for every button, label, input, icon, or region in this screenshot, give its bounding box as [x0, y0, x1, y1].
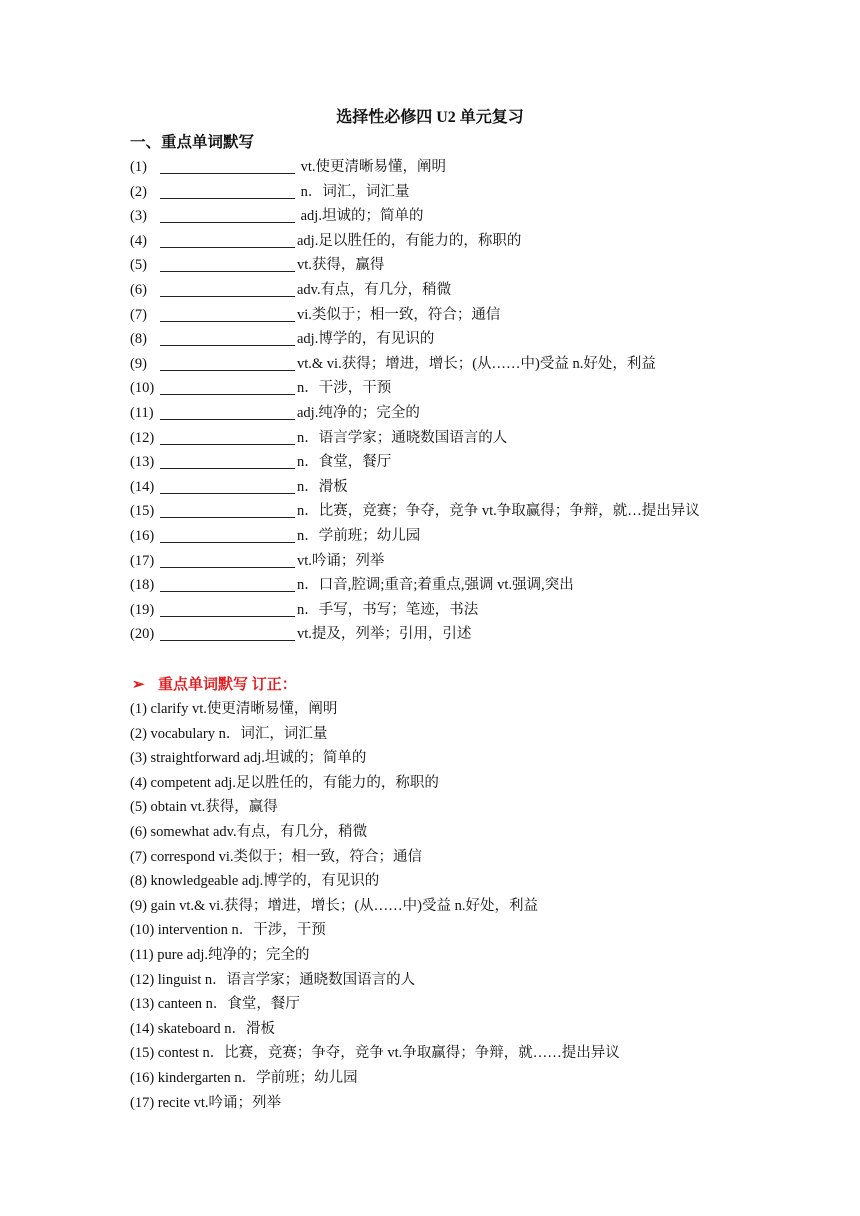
item-definition: n．手写，书写；笔迹，书法 [297, 601, 479, 618]
dictation-item [130, 450, 391, 474]
correction-item: (17) recite vt.吟诵；列举 [130, 1094, 282, 1111]
item-number: (4) [130, 232, 147, 249]
item-number: (18) [130, 577, 155, 594]
item-number: (9) [130, 355, 147, 372]
dictation-item [130, 327, 434, 351]
correction-item: (3) straightforward adj.坦诚的；简单的 [130, 750, 367, 767]
answer-blank[interactable] [160, 452, 295, 469]
item-definition: adv.有点，有几分，稍微 [297, 282, 452, 298]
correction-item: (14) skateboard n．滑板 [130, 1020, 275, 1037]
dictation-item [130, 278, 451, 302]
dictation-item [130, 426, 507, 450]
answer-blank[interactable] [160, 280, 295, 297]
item-number: (13) [130, 454, 155, 471]
item-number: (14) [130, 478, 155, 495]
answer-blank[interactable] [160, 157, 295, 174]
dictation-item [130, 376, 391, 400]
item-definition: adj.足以胜任的，有能力的，称职的 [297, 232, 522, 249]
answer-blank[interactable] [160, 526, 295, 543]
answer-blank[interactable] [160, 575, 295, 592]
dictation-item [130, 180, 409, 204]
correction-item: (9) gain vt.& vi.获得；增进，增长；(从……中)受益 n.好处，利益 [130, 897, 538, 914]
item-number: (17) [130, 552, 155, 569]
correction-item: (1) clarify vt.使更清晰易懂，阐明 [130, 701, 338, 717]
item-number: (3) [130, 208, 147, 225]
correction-heading [132, 673, 297, 697]
item-definition: n．比赛，竞赛；争夺，竞争 vt.争取赢得；争辩，就…提出异议 [297, 503, 700, 520]
item-definition: n．食堂，餐厅 [297, 454, 392, 471]
answer-blank[interactable] [160, 624, 295, 641]
arrow-bullet-icon: ➢ [132, 677, 145, 693]
correction-item: (12) linguist n．语言学家；通晓数国语言的人 [130, 971, 416, 988]
dictation-item [130, 253, 384, 277]
answer-blank[interactable] [160, 600, 295, 617]
correction-item: (4) competent adj.足以胜任的，有能力的，称职的 [130, 774, 439, 791]
dictation-item [130, 155, 446, 179]
item-definition: vt.获得，赢得 [297, 257, 385, 274]
correction-item: (8) knowledgeable adj.博学的，有见识的 [130, 873, 380, 890]
item-number: (11) [130, 405, 154, 421]
correction-item: (13) canteen n．食堂，餐厅 [130, 996, 300, 1013]
correction-item: (6) somewhat adv.有点，有几分，稍微 [130, 824, 368, 840]
correction-item: (16) kindergarten n．学前班；幼儿园 [130, 1070, 358, 1086]
item-definition: n．干涉，干预 [297, 380, 392, 397]
item-definition: vi.类似于；相一致，符合；通信 [297, 306, 501, 323]
item-definition: n．学前班；幼儿园 [297, 528, 421, 544]
correction-item: (5) obtain vt.获得，赢得 [130, 799, 278, 816]
dictation-item [130, 303, 500, 327]
item-number: (8) [130, 331, 147, 348]
correction-item: (2) vocabulary n．词汇，词汇量 [130, 725, 328, 742]
correction-heading-text: 重点单词默写 订正： [158, 677, 297, 693]
answer-blank[interactable] [160, 378, 295, 395]
answer-blank[interactable] [160, 305, 295, 322]
answer-blank[interactable] [160, 231, 295, 248]
dictation-item [130, 352, 656, 376]
item-definition: adj.博学的，有见识的 [297, 331, 435, 348]
answer-blank[interactable] [160, 354, 295, 371]
item-number: (20) [130, 626, 155, 643]
dictation-item [130, 499, 700, 523]
answer-blank[interactable] [160, 255, 295, 272]
dictation-item [130, 204, 423, 228]
dictation-item [130, 401, 420, 425]
item-definition: n．词汇，词汇量 [297, 183, 410, 200]
item-number: (2) [130, 183, 147, 200]
item-definition: n．语言学家；通晓数国语言的人 [297, 429, 508, 446]
correction-item: (10) intervention n．干涉，干预 [130, 922, 326, 939]
item-definition: adj.坦诚的；简单的 [297, 208, 424, 225]
item-number: (5) [130, 257, 147, 274]
correction-item: (15) contest n．比赛，竞赛；争夺，竞争 vt.争取赢得；争辩，就……提出异议 [130, 1045, 620, 1062]
item-definition: vt.提及，列举；引用，引述 [297, 626, 472, 643]
dictation-item [130, 524, 420, 548]
dictation-item [130, 573, 574, 597]
dictation-item [130, 598, 478, 622]
item-number: (10) [130, 380, 155, 397]
answer-blank[interactable] [160, 206, 295, 223]
dictation-item [130, 475, 348, 499]
answer-blank[interactable] [160, 551, 295, 568]
item-number: (1) [130, 159, 147, 175]
section-heading-vocabulary: 一、重点单词默写 [130, 134, 255, 151]
item-number: (19) [130, 601, 155, 618]
answer-blank[interactable] [160, 428, 295, 445]
item-definition: n．口音,腔调;重音;着重点,强调 vt.强调,突出 [297, 577, 574, 594]
item-number: (16) [130, 528, 155, 544]
dictation-item [130, 549, 384, 573]
dictation-item [130, 622, 471, 646]
item-definition: vt.使更清晰易懂，阐明 [297, 159, 447, 175]
answer-blank[interactable] [160, 329, 295, 346]
item-definition: vt.吟诵；列举 [297, 552, 385, 569]
correction-item: (7) correspond vi.类似于；相一致，符合；通信 [130, 848, 422, 865]
answer-blank[interactable] [160, 477, 295, 494]
answer-blank[interactable] [160, 403, 295, 420]
dictation-item [130, 229, 521, 253]
correction-item: (11) pure adj.纯净的；完全的 [130, 947, 310, 963]
item-definition: vt.& vi.获得；增进，增长；(从……中)受益 n.好处，利益 [297, 355, 656, 372]
item-number: (7) [130, 306, 147, 323]
item-definition: adj.纯净的；完全的 [297, 405, 420, 421]
item-number: (15) [130, 503, 155, 520]
item-number: (12) [130, 429, 155, 446]
page-title: 选择性必修四 U2 单元复习 [336, 109, 524, 126]
answer-blank[interactable] [160, 501, 295, 518]
item-number: (6) [130, 282, 147, 298]
answer-blank[interactable] [160, 182, 295, 199]
item-definition: n．滑板 [297, 478, 348, 495]
